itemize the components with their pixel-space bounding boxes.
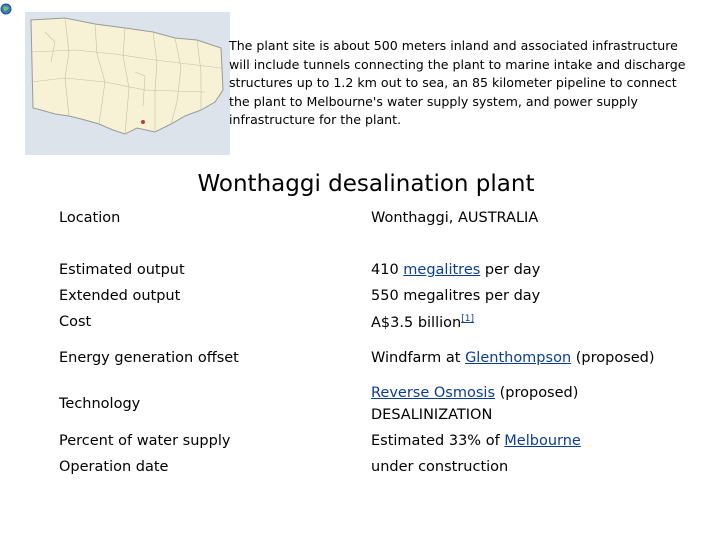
cost-label: Cost [59,314,92,330]
page-title: Wonthaggi desalination plant [197,171,535,197]
plant-location-marker [141,120,145,124]
glenthompson-link[interactable]: Glenthompson [465,350,572,366]
percent-supply-value: Estimated 33% of Melbourne [371,433,581,449]
estimated-output-label: Estimated output [59,262,185,278]
reference-link[interactable]: [1] [461,314,474,324]
technology-value: Reverse Osmosis (proposed) [371,385,579,401]
melbourne-link[interactable]: Melbourne [504,433,581,449]
operation-date-label: Operation date [59,459,169,475]
cost-value: A$3.5 billion[1] [371,314,474,331]
megalitres-link[interactable]: megalitres [403,262,481,278]
energy-offset-label: Energy generation offset [59,350,239,366]
extended-output-label: Extended output [59,288,181,304]
percent-supply-label: Percent of water supply [59,433,231,449]
intro-paragraph: The plant site is about 500 meters inland and associated infrastructure will include tunnels connecting the plant to marine intake and discharge structures up to 1.2 km out to sea, an 85 kilometer pipeline to connect the plant to Melbourne's water supply system, and power supply infrastructure for the plant. [229,38,686,127]
extended-output-value: 550 megalitres per day [371,288,541,304]
estimated-output-value: 410 megalitres per day [371,262,541,278]
reverse-osmosis-link[interactable]: Reverse Osmosis [371,385,495,401]
location-value: Wonthaggi, AUSTRALIA [371,210,539,226]
technology-value-line2: DESALINIZATION [371,407,493,423]
location-label: Location [59,210,121,226]
victoria-map [25,12,230,155]
energy-offset-value: Windfarm at Glenthompson (proposed) [371,350,655,366]
globe-icon [0,0,14,12]
technology-label: Technology [59,396,141,412]
operation-date-value: under construction [371,459,509,475]
